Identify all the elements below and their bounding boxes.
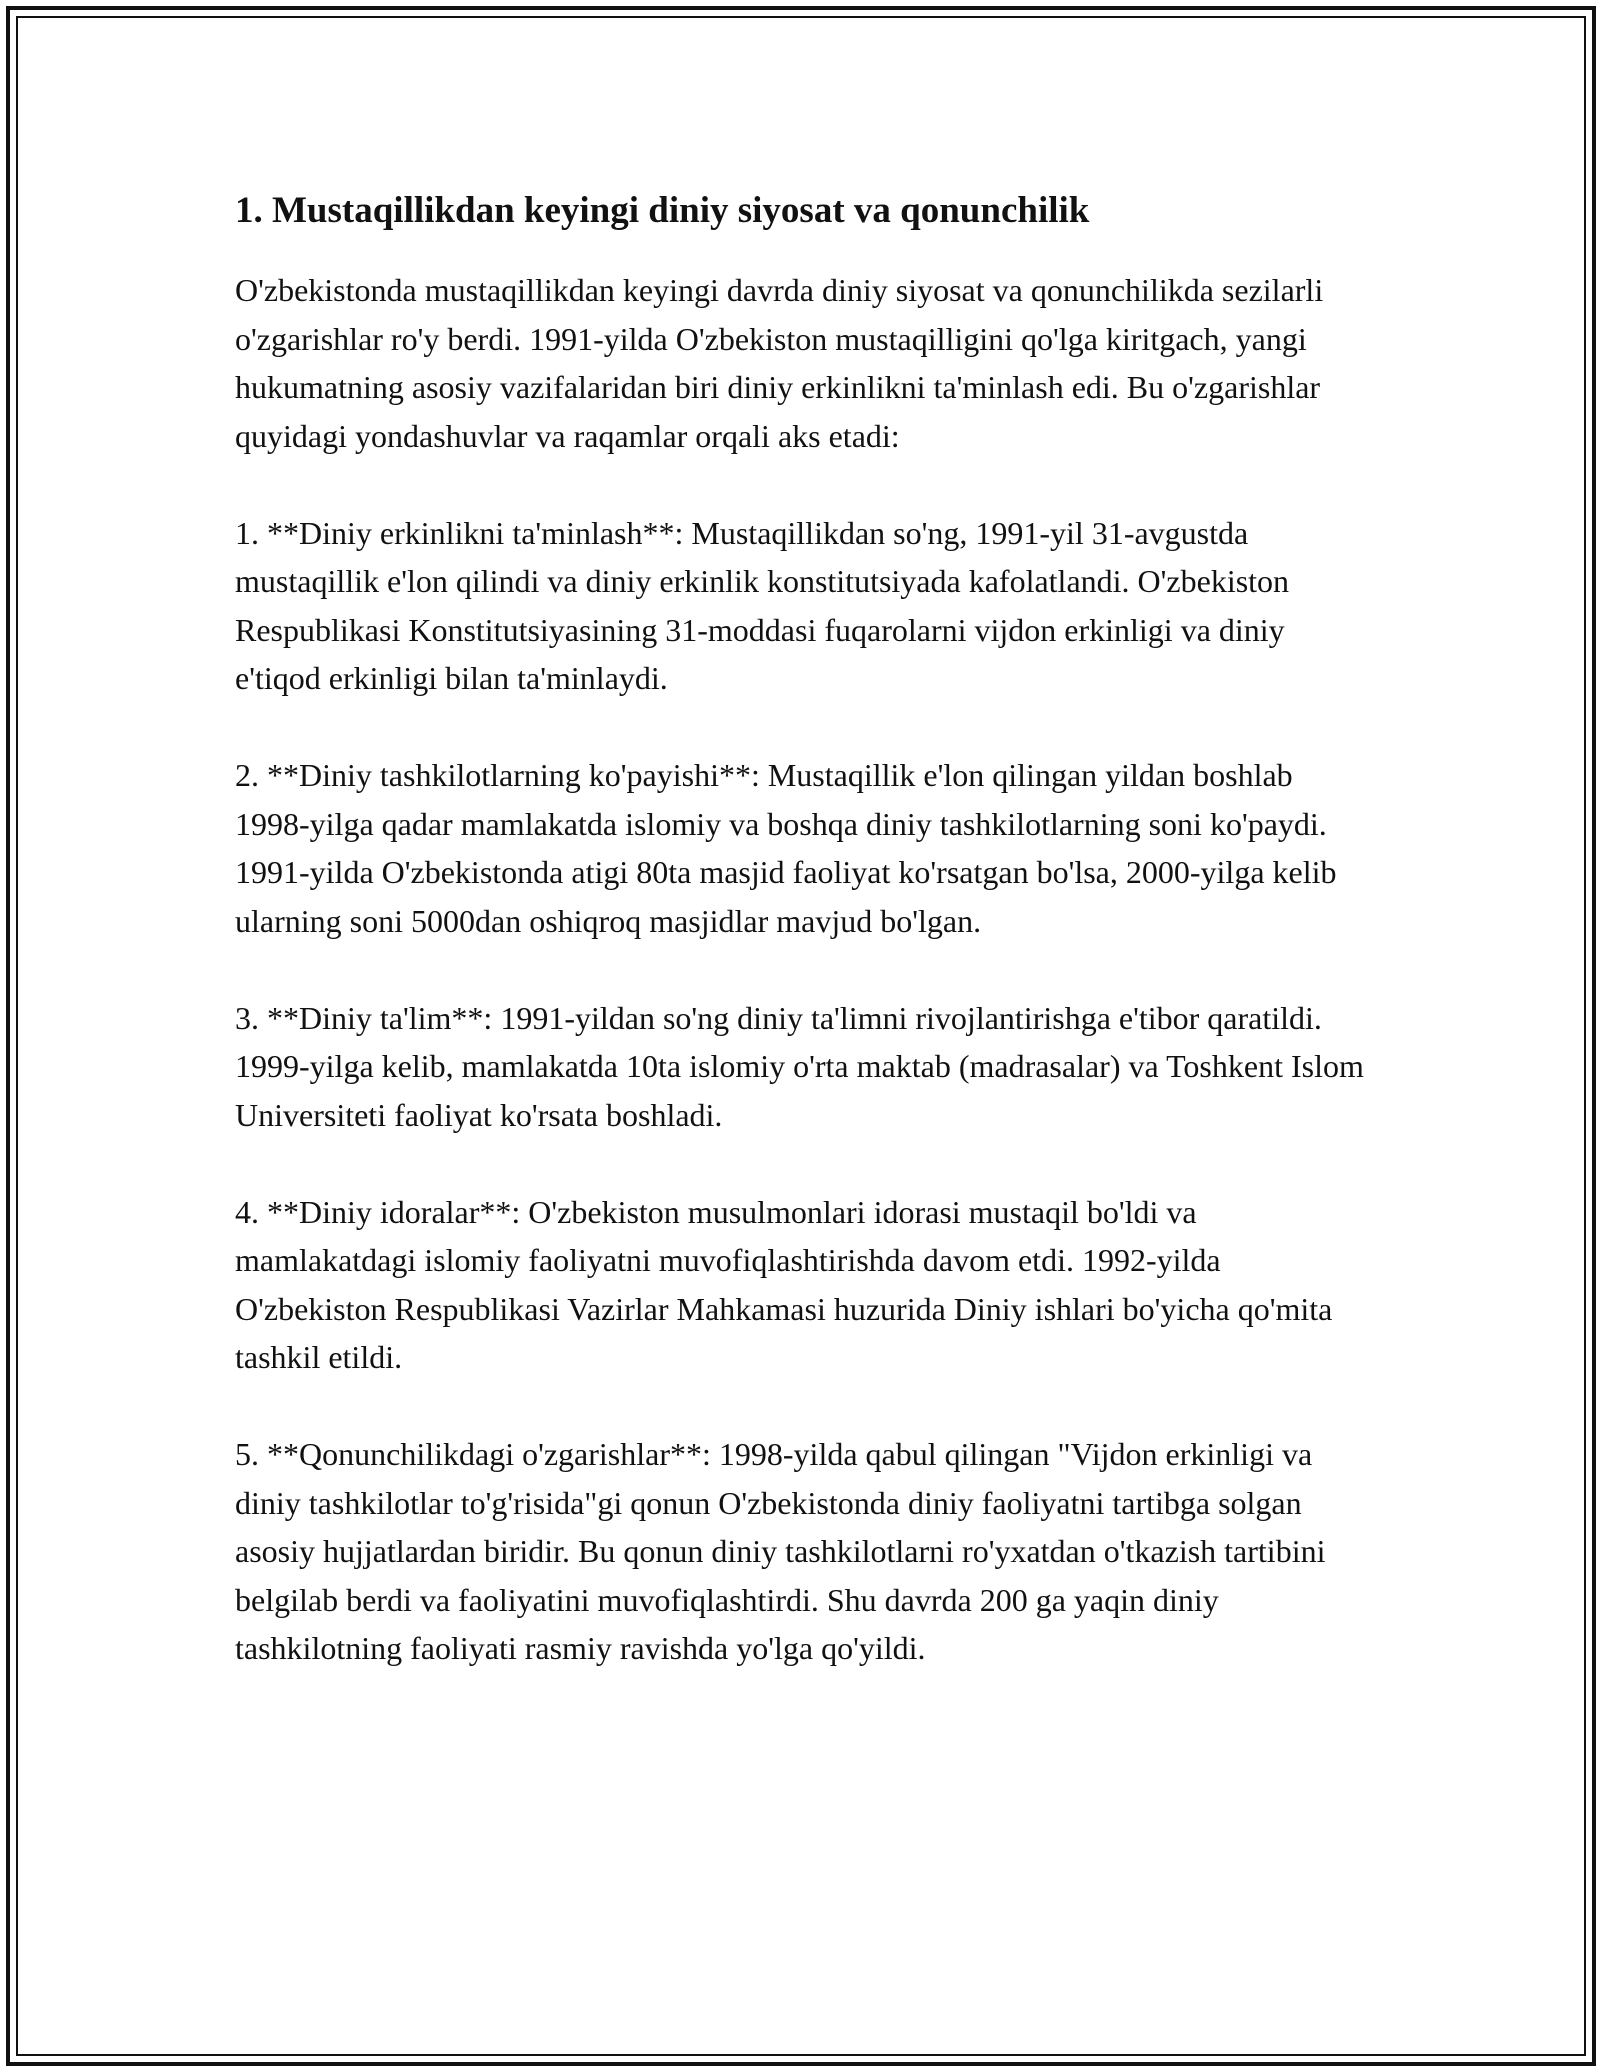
paragraph-gap [235, 1139, 1375, 1188]
paragraph-gap [235, 1382, 1375, 1431]
document-body [235, 186, 1375, 1673]
paragraph-gap [235, 460, 1375, 509]
paragraph-gap [235, 945, 1375, 994]
section-heading: 1. Mustaqillikdan keyingi diniy siyosat va qonunchilik [235, 190, 1090, 231]
list-item-religious-organizations: 2. **Diniy tashkilotlarning ko'payishi**: Mustaqillik e'lon qilingan yildan boshlab 1998-yilga qadar mamlakatda islomiy va boshqa diniy tashkilotlarning soni ko'paydi. 1991-yilda O'zbekistonda atigi 80ta masjid faoliyat ko'rsatgan bo'lsa, 2000-yilga kelib ularning soni 5000dan oshiqroq masjidlar mavjud bo'lgan. [235, 757, 1337, 939]
list-item-religious-freedom: 1. **Diniy erkinlikni ta'minlash**: Mustaqillikdan so'ng, 1991-yil 31-avgustda mustaqillik e'lon qilindi va diniy erkinlik konstitutsiyada kafolatlandi. O'zbekiston Respublikasi Konstitutsiyasining 31-moddasi fuqarolarni vijdon erkinligi va diniy e'tiqod erkinligi bilan ta'minlaydi. [235, 514, 1290, 696]
list-item-legislative-changes: 5. **Qonunchilikdagi o'zgarishlar**: 1998-yilda qabul qilingan "Vijdon erkinligi va diniy tashkilotlar to'g'risida"gi qonun O'zbekistonda diniy faoliyatni tartibga solgan asosiy hujjatlardan biridir. Bu qonun diniy tashkilotlarni ro'yxatdan o'tkazish tartibini belgilab berdi va faoliyatini muvofiqlashtirdi. Shu davrda 200 ga yaqin diniy tashkilotning faoliyati rasmiy ravishda yo'lga qo'yildi. [235, 1436, 1326, 1666]
intro-paragraph: O'zbekistonda mustaqillikdan keyingi davrda diniy siyosat va qonunchilikda sezilarli o'zgarishlar ro'y berdi. 1991-yilda O'zbekiston mustaqilligini qo'lga kiritgach, yangi hukumatning asosiy vazifalaridan biri diniy erkinlikni ta'minlash edi. Bu o'zgarishlar quyidagi yondashuvlar va raqamlar orqali aks etadi: [235, 272, 1324, 454]
list-item-religious-administrations: 4. **Diniy idoralar**: O'zbekiston musulmonlari idorasi mustaqil bo'ldi va mamlakatdagi islomiy faoliyatni muvofiqlashtirishda davom etdi. 1992-yilda O'zbekiston Respublikasi Vazirlar Mahkamasi huzurida Diniy ishlari bo'yicha qo'mita tashkil etildi. [235, 1193, 1333, 1375]
list-item-religious-education: 3. **Diniy ta'lim**: 1991-yildan so'ng diniy ta'limni rivojlantirishga e'tibor qaratildi. 1999-yilga kelib, mamlakatda 10ta islomiy o'rta maktab (madrasalar) va Toshkent Islom Universiteti faoliyat ko'rsata boshladi. [235, 999, 1364, 1133]
paragraph-gap [235, 703, 1375, 752]
